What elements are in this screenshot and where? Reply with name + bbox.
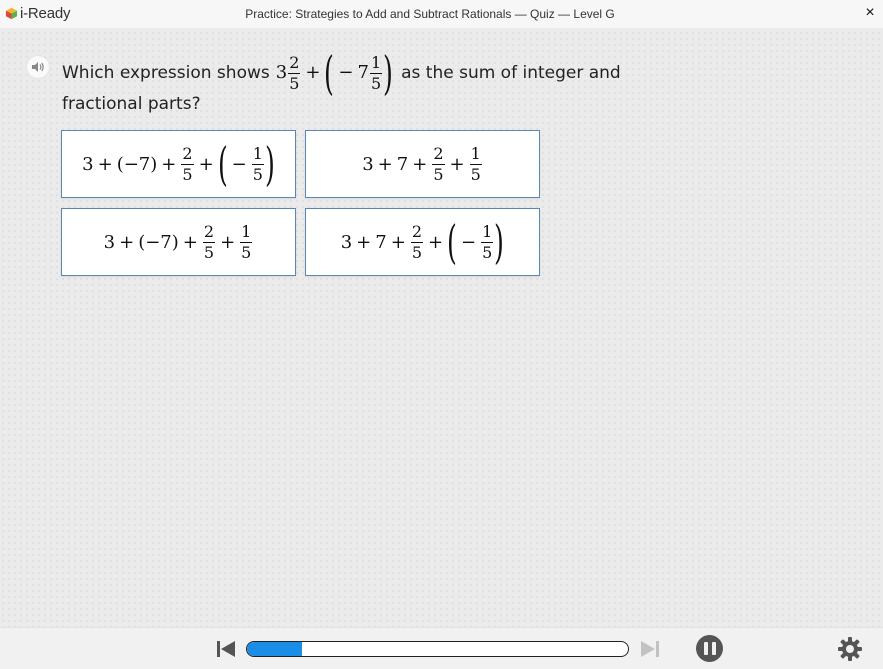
skip-forward-button[interactable] [640,640,660,663]
skip-back-icon [216,640,236,658]
fraction: $\frac{1}{5}$ [370,52,382,93]
close-button[interactable]: × [865,4,875,21]
title-bar [0,0,883,28]
fraction: $\frac{1}{5}$ [470,143,481,184]
question-text-after: as the sum of integer and [401,63,621,83]
fraction: $\frac{2}{5}$ [289,52,300,93]
settings-button[interactable] [837,636,863,667]
audio-button[interactable] [27,56,49,78]
question-text-before: Which expression shows [62,63,270,83]
pause-icon [704,642,708,655]
fraction: $\frac{2}{5}$ [203,221,215,262]
question-text-line2: fractional parts? [62,94,201,114]
bottom-control-bar [0,627,883,669]
pause-button[interactable] [696,635,723,662]
question-text [62,44,662,114]
answer-choice-b[interactable]: 3 + 7 + $\frac{2}{5}$ + $\frac{1}{5}$ [305,130,540,198]
speaker-icon [31,61,45,73]
progress-fill [247,642,302,656]
gear-icon [837,636,863,662]
logo-text: i-Ready [20,5,71,22]
fraction: $\frac{1}{5}$ [482,221,493,262]
fraction: $\frac{1}{5}$ [252,143,263,184]
skip-forward-icon [640,640,660,658]
fraction: $\frac{2}{5}$ [433,143,444,184]
fraction: $\frac{2}{5}$ [411,221,422,262]
answer-choice-a[interactable]: 3 + (−7) + $\frac{2}{5}$ + ( − $\frac{1}{5}$ ) [61,130,296,198]
fraction: $\frac{1}{5}$ [241,221,252,262]
question-expression: 3 $\frac{2}{5}$ + ( − 7 $\frac{1}{5}$ ) [275,46,394,100]
fraction: $\frac{2}{5}$ [182,143,193,184]
skip-back-button[interactable] [216,640,236,663]
answer-choice-d[interactable]: 3 + 7 + $\frac{2}{5}$ + ( − $\frac{1}{5}$ ) [305,208,540,276]
answer-choice-c[interactable]: 3 + (−7) + $\frac{2}{5}$ + $\frac{1}{5}$ [61,208,296,276]
progress-bar [246,641,629,657]
page-title: Practice: Strategies to Add and Subtract Rationals — Quiz — Level G [245,7,615,21]
